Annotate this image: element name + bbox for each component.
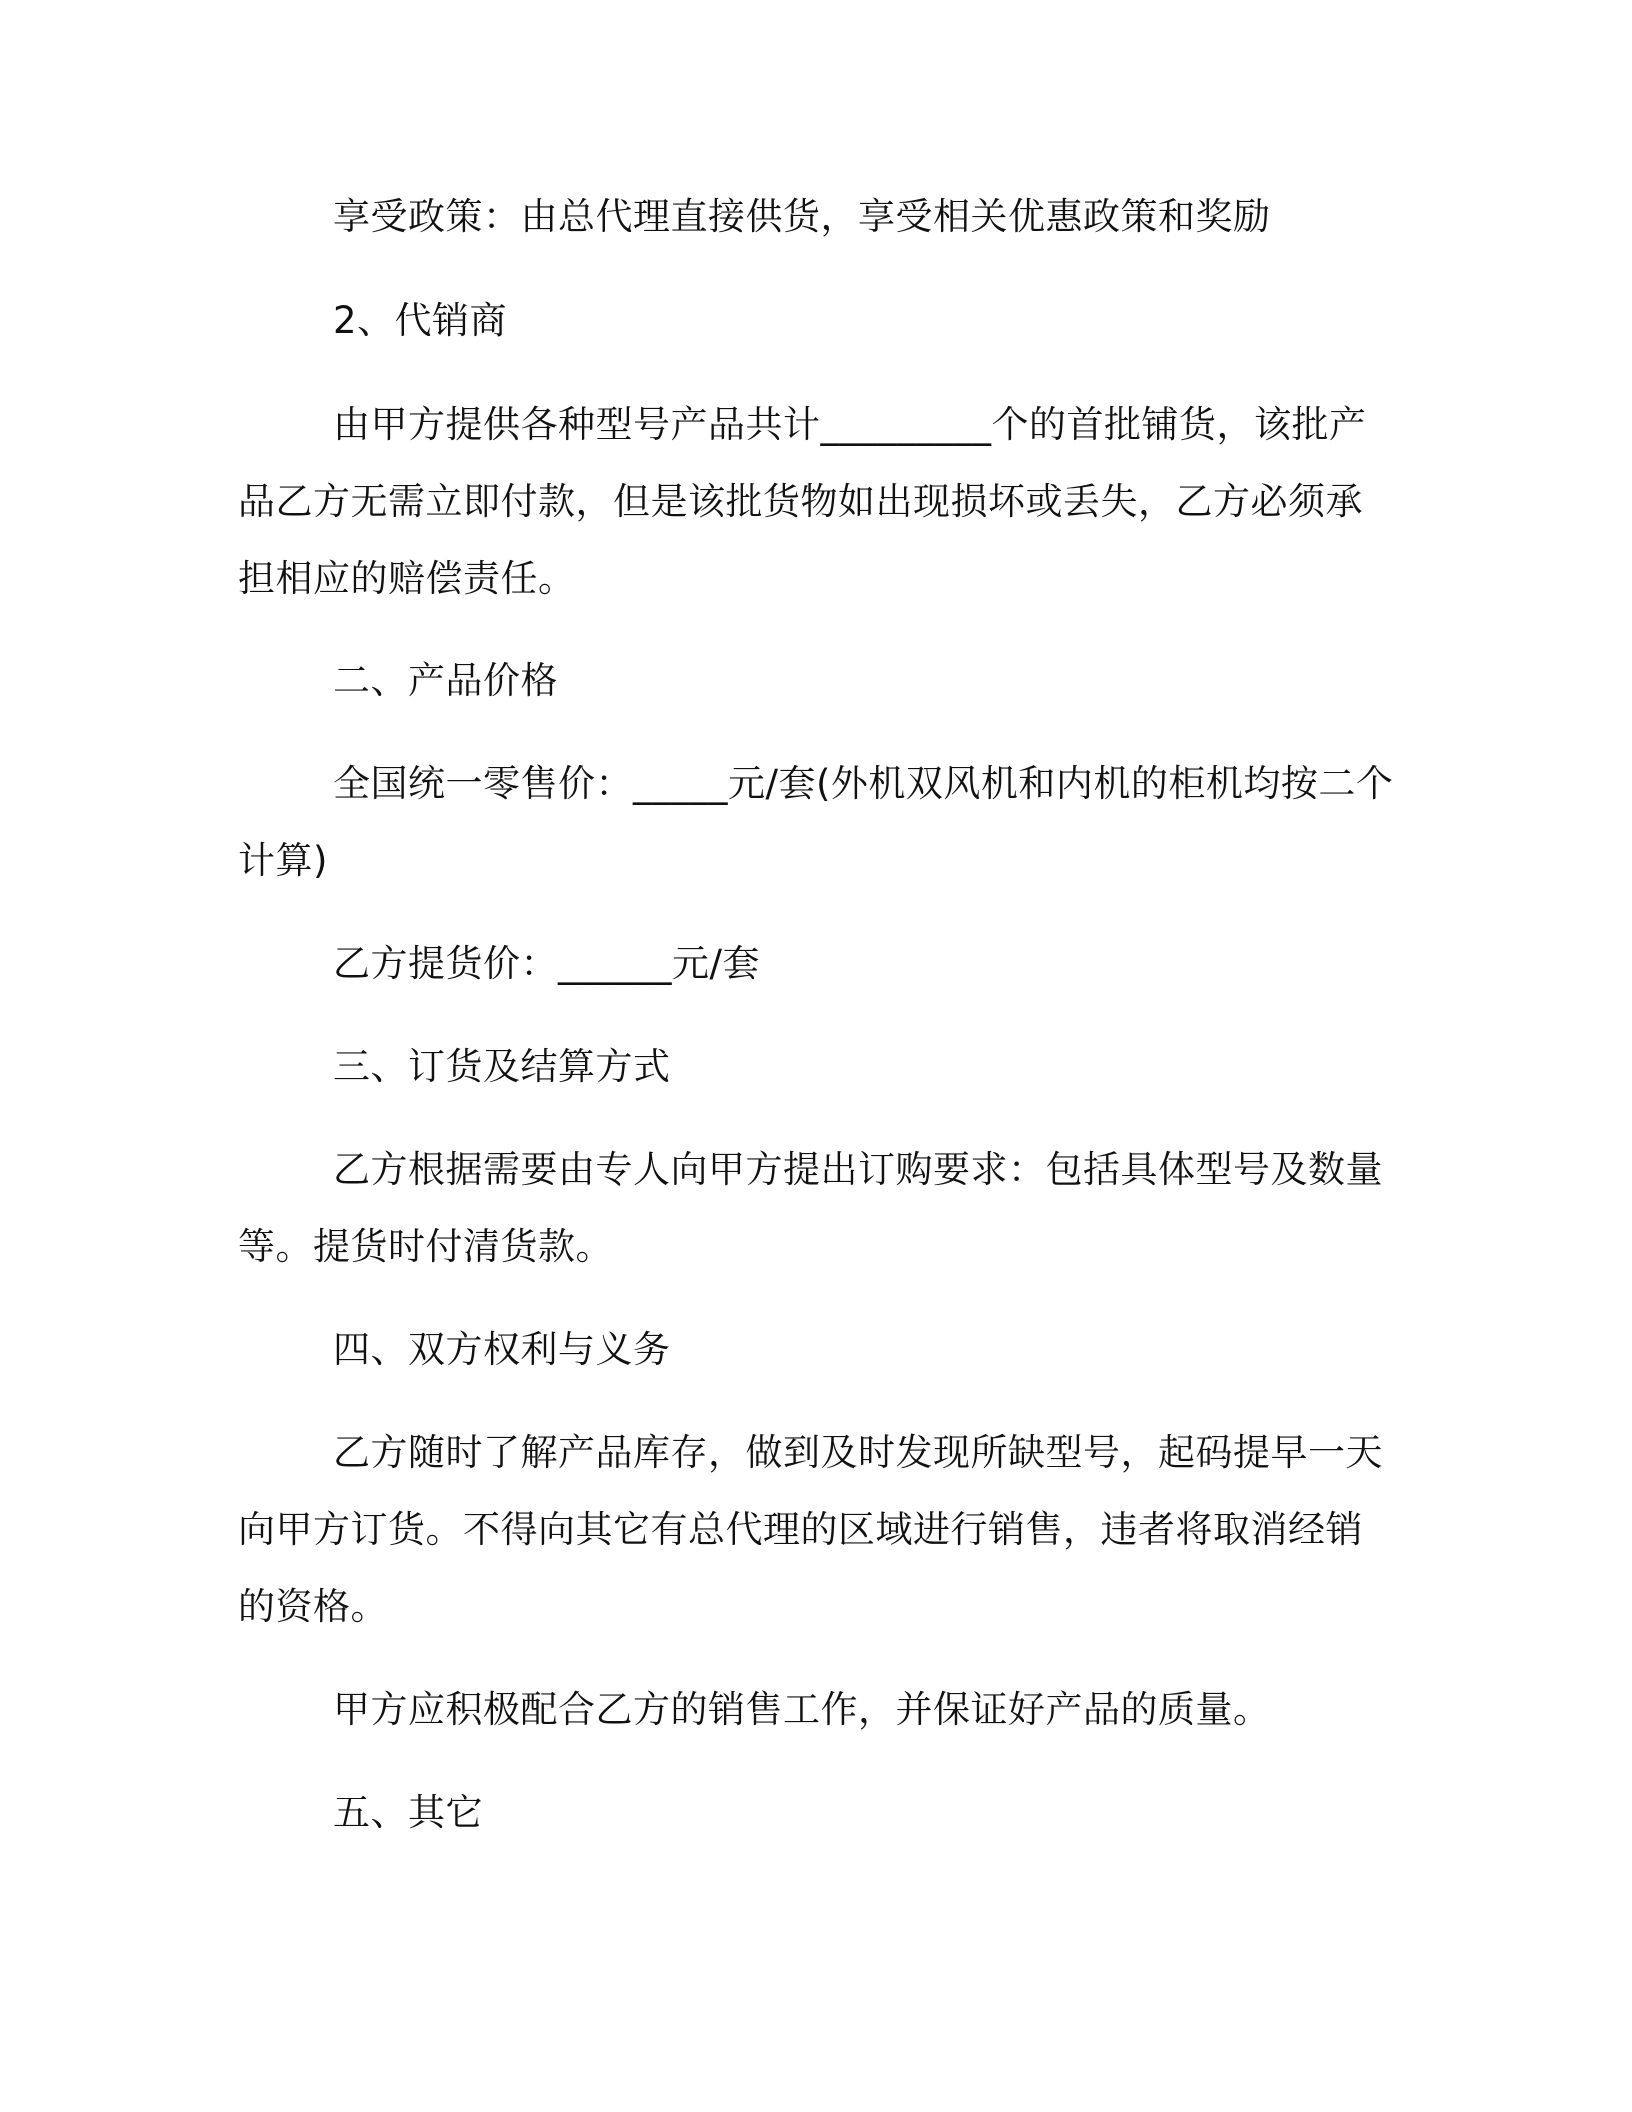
paragraph-line: 担相应的赔偿责任。 (238, 557, 576, 600)
paragraph-line: 乙方根据需要由专人向甲方提出订购要求：包括具体型号及数量 (333, 1148, 1383, 1191)
section-heading: 四、双方权利与义务 (333, 1328, 671, 1371)
paragraph-line: 计算) (238, 839, 328, 882)
section-heading: 二、产品价格 (333, 659, 558, 702)
paragraph-line: 乙方提货价：______元/套 (333, 942, 760, 985)
paragraph-line: 乙方随时了解产品库存，做到及时发现所缺型号，起码提早一天 (333, 1431, 1383, 1474)
paragraph-line: 全国统一零售价：_____元/套(外机双风机和内机的柜机均按二个 (333, 762, 1394, 805)
subsection-heading: 2、代销商 (333, 299, 508, 342)
paragraph-line: 享受政策：由总代理直接供货，享受相关优惠政策和奖励 (333, 195, 1271, 238)
paragraph-line: 向甲方订货。不得向其它有总代理的区域进行销售，违者将取消经销 (238, 1508, 1363, 1551)
paragraph-line: 由甲方提供各种型号产品共计_________个的首批铺货，该批产 (333, 403, 1367, 446)
paragraph-line: 品乙方无需立即付款，但是该批货物如出现损坏或丢失，乙方必须承 (238, 480, 1363, 523)
paragraph-line: 甲方应积极配合乙方的销售工作，并保证好产品的质量。 (333, 1688, 1271, 1731)
section-heading: 三、订货及结算方式 (333, 1045, 671, 1088)
paragraph-line: 的资格。 (238, 1585, 388, 1628)
paragraph-line: 等。提货时付清货款。 (238, 1225, 613, 1268)
section-heading: 五、其它 (333, 1791, 483, 1834)
